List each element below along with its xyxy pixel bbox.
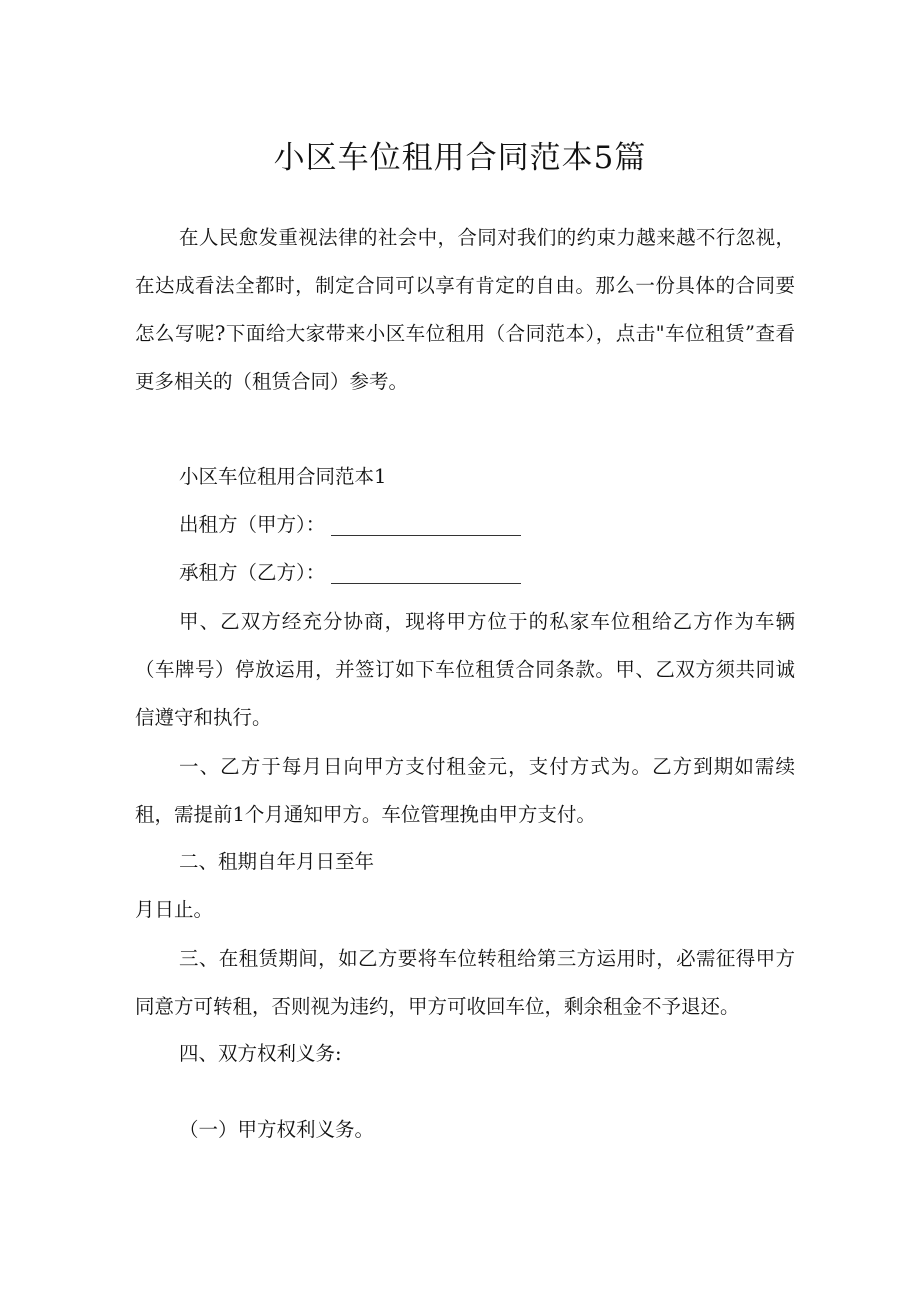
paragraph-clause-3: 三、在租赁期间，如乙方要将车位转租给第三方运用时，必需征得甲方同意方可转租，否则视为违约，甲方可收回车位，剩余租金不予退还。 xyxy=(135,947,795,1018)
lessee-blank xyxy=(331,563,521,584)
lessor-blank xyxy=(331,515,521,536)
paragraph-subclause-1: （一）甲方权利义务。 xyxy=(179,1118,375,1141)
lessor-label: 出租方（甲方）： xyxy=(179,513,326,536)
section-title: 小区车位租用合同范本1 xyxy=(179,465,387,488)
paragraph-clause-2a: 二、租期自年月日至年 xyxy=(179,850,375,873)
document-title: 小区车位租用合同范本5篇 xyxy=(273,140,647,176)
lessee-label: 承租方（乙方）： xyxy=(179,561,326,584)
paragraph-clause-1: 一、乙方于每月日向甲方支付租金元，支付方式为。乙方到期如需续租，需提前1个月通知甲方。车位管理挽由甲方支付。 xyxy=(135,755,795,826)
lessee-line xyxy=(179,559,521,587)
paragraph-clause-2b: 月日止。 xyxy=(135,898,214,921)
paragraph-agreement: 甲、乙双方经充分协商，现将甲方位于的私家车位租给乙方作为车辆（车牌号）停放运用，并签订如下车位租赁合同条款。甲、乙双方须共同诚信遵守和执行。 xyxy=(135,610,795,729)
lessor-line xyxy=(179,511,521,539)
intro-paragraph: 在人民愈发重视法律的社会中，合同对我们的约束力越来越不行忽视，在达成看法全都时，制定合同可以享有肯定的自由。那么一份具体的合同要怎么写呢?下面给大家带来小区车位租用（合同范本），点击"车位租赁”查看更多相关的（租赁合同）参考。 xyxy=(135,226,795,393)
paragraph-clause-4: 四、双方权利义务: xyxy=(179,1042,342,1065)
